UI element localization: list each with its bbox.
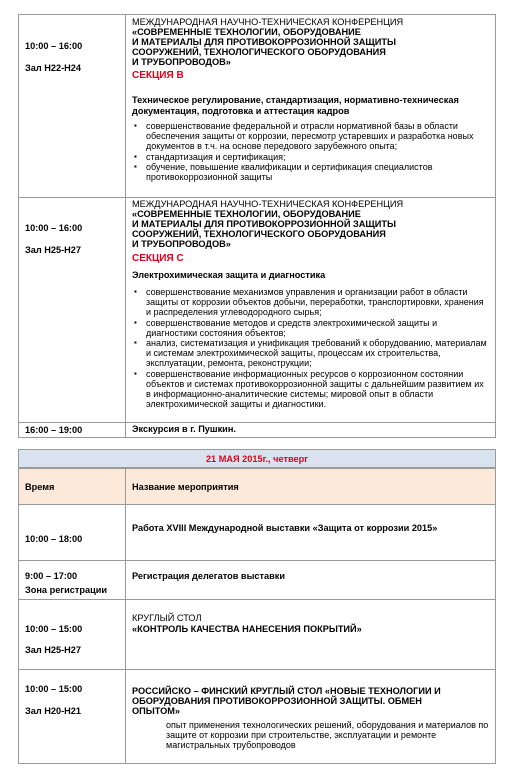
time: 10:00 – 15:00: [25, 624, 83, 634]
conference-name-line: И МАТЕРИАЛЫ ДЛЯ ПРОТИВОКОРРОЗИОННОЙ ЗАЩИТЫ: [132, 219, 396, 229]
conference-name-line: И МАТЕРИАЛЫ ДЛЯ ПРОТИВОКОРРОЗИОННОЙ ЗАЩИТЫ: [132, 37, 396, 47]
list-item: ▪ обучение, повышение квалификации и сертификация специалистов противокоррозионной защиты: [132, 162, 488, 182]
row-section-c: [18, 198, 496, 423]
content-cell: [126, 198, 495, 422]
conference-name-line: И ТРУБОПРОВОДОВ»: [132, 239, 231, 249]
list-item: ▪ совершенствование информационных ресурсов о коррозионном состоянии объектов и системах противокоррозионной защиты с дальнейшим развитием их в информационно-аналитические системы; мировой опыт в области электрохимической защиты и диагностики.: [132, 369, 488, 410]
conference-name-line: «СОВРЕМЕННЫЕ ТЕХНОЛОГИИ, ОБОРУДОВАНИЕ: [132, 27, 361, 37]
list-item: ▪ совершенствование методов и средств электрохимической защиты и диагностики состояния объектов;: [132, 318, 488, 338]
section-label: СЕКЦИЯ С: [132, 253, 184, 264]
header-col-time: [19, 469, 126, 504]
conference-name-line: СООРУЖЕНИЙ, ТЕХНОЛОГИЧЕСКОГО ОБОРУДОВАНИЯ: [132, 47, 386, 57]
bullet-list: [132, 287, 488, 409]
program-document: [18, 0, 498, 771]
list-item: ▪ стандартизация и сертификация;: [132, 152, 488, 162]
row-roundtable-1: [18, 600, 496, 670]
conference-name-line: «СОВРЕМЕННЫЕ ТЕХНОЛОГИИ, ОБОРУДОВАНИЕ: [132, 209, 361, 219]
time: 10:00 – 15:00: [25, 684, 83, 694]
event-description: опыт применения технологических решений, оборудования и материалов по защите от коррозии при строительстве, эксплуатации и ремонте магистральных трубопроводов: [166, 720, 489, 751]
event-title-line: РОССИЙСКО – ФИНСКИЙ КРУГЛЫЙ СТОЛ «НОВЫЕ ТЕХНОЛОГИИ И: [132, 686, 441, 696]
time-cell: [19, 505, 126, 560]
time-cell: [19, 600, 126, 669]
conference-title: МЕЖДУНАРОДНАЯ НАУЧНО-ТЕХНИЧЕСКАЯ КОНФЕРЕНЦИЯ: [132, 17, 404, 27]
topic-line: документация, подготовка и аттестация кадров: [132, 106, 350, 116]
header-time: Время: [25, 482, 55, 492]
time-cell: [19, 423, 126, 437]
time-cell: [19, 561, 126, 599]
topic-line: Электрохимическая защита и диагностика: [132, 270, 326, 280]
content-cell: [126, 600, 495, 669]
content-cell: [126, 423, 495, 437]
list-item: ▪ совершенствование федеральной и отрасли нормативной базы в области обеспечения защиты от коррозии, пересмотр устаревших и разработка новых документов в т.ч. на основе передового зарубежного опыта;: [132, 121, 488, 152]
row-expo: [18, 505, 496, 561]
list-item: ▪ совершенствование механизмов управления и организации работ в области защиты от коррозии объектов добычи, переработки, транспортировки, хранения и распределения углеводородного сырья;: [132, 287, 488, 318]
time: 10:00 – 16:00: [25, 41, 83, 51]
conference-name-line: И ТРУБОПРОВОДОВ»: [132, 57, 231, 67]
row-registration: [18, 561, 496, 600]
section-label: СЕКЦИЯ В: [132, 70, 184, 81]
time: 10:00 – 16:00: [25, 223, 83, 233]
event-title-line: ОПЫТОМ»: [132, 706, 181, 716]
event-type: КРУГЛЫЙ СТОЛ: [132, 613, 202, 623]
conference-name-line: СООРУЖЕНИЙ, ТЕХНОЛОГИЧЕСКОГО ОБОРУДОВАНИЯ: [132, 229, 386, 239]
hall: Зал Н20-Н21: [25, 706, 82, 716]
hall: Зал Н22-Н24: [25, 63, 82, 73]
time-cell: [19, 15, 126, 197]
hall: Зал Н25-Н27: [25, 645, 82, 655]
content-cell: [126, 505, 495, 560]
day-label: 21 МАЯ 2015г., четверг: [205, 454, 309, 464]
topic-line: Техническое регулирование, стандартизация, нормативно-техническая: [132, 95, 459, 105]
time: 16:00 – 19:00: [25, 425, 83, 435]
table-header: [18, 468, 496, 505]
list-item: ▪ анализ, систематизация и унификация требований к оборудованию, материалам и системам электрохимической защиты, процессам их строительства, эксплуатации, ремонта, реконструкции;: [132, 338, 488, 369]
row-roundtable-2: [18, 670, 496, 764]
event-title-line: ОБОРУДОВАНИЯ ПРОТИВОКОРРОЗИОННОЙ ЗАЩИТЫ. ОБМЕН: [132, 696, 422, 706]
content-cell: [126, 561, 495, 599]
content-cell: [126, 15, 495, 197]
time-cell: [19, 670, 126, 763]
time-cell: [19, 198, 126, 422]
hall: Зал Н25-Н27: [25, 245, 82, 255]
row-excursion: [18, 423, 496, 438]
header-col-name: [126, 469, 495, 504]
header-name: Название мероприятия: [132, 482, 239, 492]
row-section-b: [18, 14, 496, 198]
event-title: «КОНТРОЛЬ КАЧЕСТВА НАНЕСЕНИЯ ПОКРЫТИЙ»: [132, 624, 362, 634]
time: 10:00 – 18:00: [25, 534, 83, 544]
event-title: Работа XVIII Международной выставки «Защита от коррозии 2015»: [132, 523, 438, 533]
conference-title: МЕЖДУНАРОДНАЯ НАУЧНО-ТЕХНИЧЕСКАЯ КОНФЕРЕНЦИЯ: [132, 199, 404, 209]
day-bar: [18, 449, 496, 468]
place: Зона регистрации: [25, 585, 108, 595]
content-cell: [126, 670, 495, 763]
event-title: Регистрация делегатов выставки: [132, 571, 286, 581]
time: 9:00 – 17:00: [25, 571, 78, 581]
bullet-list: [132, 121, 488, 182]
excursion-text: Экскурсия в г. Пушкин.: [132, 424, 236, 434]
